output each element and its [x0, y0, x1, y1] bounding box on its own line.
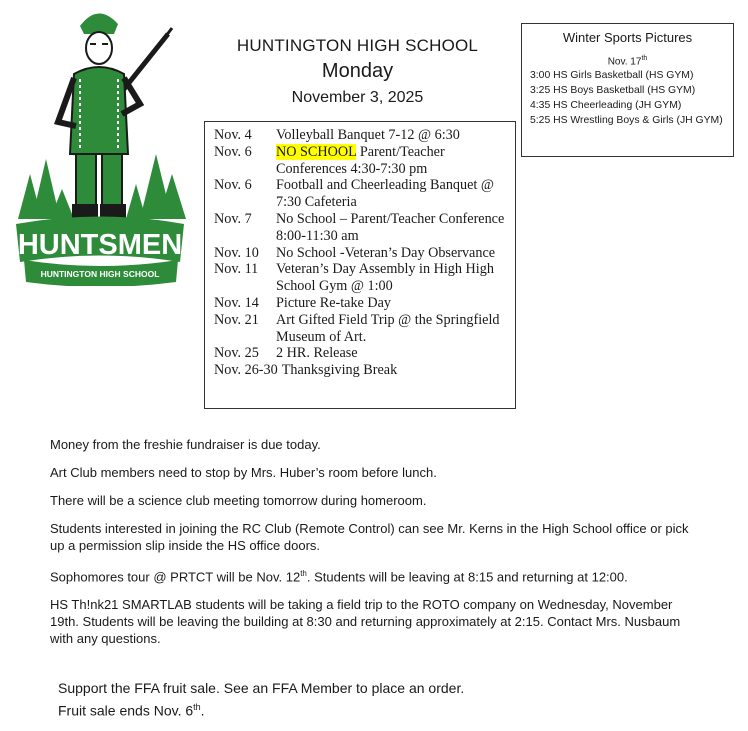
sports-item: 5:25 HS Wrestling Boys & Girls (JH GYM) [530, 115, 723, 127]
calendar-row [214, 245, 507, 262]
event-date: Nov. 14 [214, 294, 259, 311]
event-date: Nov. 11 [214, 261, 259, 278]
event-text: 2 HR. Release [276, 345, 358, 362]
event-date: Nov. 10 [214, 244, 259, 261]
ordinal-suffix: th [193, 702, 201, 712]
day-of-week: Monday [321, 60, 394, 82]
event-text: Veteran’s Day Assembly in High High School Gym @ 1:00 [276, 261, 494, 295]
sports-title: Winter Sports Pictures [562, 30, 693, 45]
event-text: Picture Re-take Day [276, 294, 392, 311]
logo-wordmark: HUNTSMEN [17, 229, 183, 261]
sports-date [530, 55, 725, 67]
event-date: Nov. 4 [214, 127, 252, 143]
logo-subtitle: HUNTINGTON HIGH SCHOOL [40, 269, 160, 279]
no-school-highlight: NO SCHOOL [276, 143, 357, 160]
ordinal-suffix: th [300, 569, 307, 578]
ffa-line [58, 698, 464, 721]
event-date: Nov. 21 [214, 311, 259, 328]
sports-date-suffix: th [641, 55, 648, 62]
event-text: Football and Cheerleading Banquet @ 7:30 Cafeteria [276, 177, 494, 211]
announcement-text: Sophomores tour @ PRTCT will be Nov. 12 [50, 569, 301, 585]
announcements [50, 436, 690, 658]
announcement-text: . Students will be leaving at 8:15 and returning at 12:00. [306, 569, 628, 585]
announcement: Money from the freshie fundraiser is due today. [50, 437, 321, 452]
calendar-row [214, 362, 507, 379]
event-date: Nov. 6 [214, 143, 252, 160]
announcement: HS Th!nk21 SMARTLAB students will be taking a field trip to the ROTO company on Wednesday, November 19th. Students will be leaving the building at 8:30 and returning approximately at 2:15. Contact Mrs. Nusbaum with any questions. [50, 597, 681, 647]
announcement: Students interested in joining the RC Club (Remote Control) can see Mr. Kerns in the High School office or pick up a permission slip inside the HS office doors. [50, 521, 689, 553]
ffa-text: . [200, 702, 205, 719]
event-text: Thanksgiving Break [281, 362, 398, 379]
calendar-row [214, 211, 507, 245]
calendar-row [214, 345, 507, 362]
ffa-notice [58, 679, 464, 721]
event-date: Nov. 6 [214, 177, 252, 194]
winter-sports-pictures [521, 23, 734, 157]
event-text [276, 144, 507, 178]
huntsmen-mascot-icon [10, 4, 190, 286]
event-date: Nov. 25 [214, 345, 259, 362]
event-text: No School -Veteran’s Day Observance [276, 244, 496, 261]
sports-item: 3:25 HS Boys Basketball (HS GYM) [530, 85, 696, 97]
calendar-row [214, 261, 507, 295]
events-calendar [204, 121, 516, 409]
event-date: Nov. 7 [214, 210, 252, 227]
event-text: Volleyball Banquet 7-12 @ 6:30 [276, 127, 460, 143]
announcement [50, 565, 690, 585]
ffa-text: Fruit sale ends Nov. 6 [58, 702, 194, 719]
calendar-row [214, 312, 507, 346]
page-header [205, 36, 510, 107]
current-date: November 3, 2025 [291, 89, 424, 106]
calendar-row [214, 127, 507, 144]
sports-date-main: Nov. 17 [607, 56, 642, 68]
announcement: There will be a science club meeting tomorrow during homeroom. [50, 493, 427, 508]
sports-item: 3:00 HS Girls Basketball (HS GYM) [530, 70, 694, 82]
huntsmen-logo [10, 4, 190, 286]
sports-item: 4:35 HS Cheerleading (JH GYM) [530, 100, 682, 112]
event-text-rest: Parent/Teacher Conferences 4:30-7:30 pm [276, 143, 445, 177]
event-text: No School – Parent/Teacher Conference 8:00-11:30 am [276, 210, 505, 244]
event-text: Art Gifted Field Trip @ the Springfield Museum of Art. [276, 311, 500, 345]
calendar-row [214, 177, 507, 211]
ffa-line: Support the FFA fruit sale. See an FFA Member to place an order. [58, 680, 465, 696]
event-date: Nov. 26-30 [214, 362, 278, 379]
calendar-row [214, 295, 507, 312]
school-name: HUNTINGTON HIGH SCHOOL [236, 36, 479, 55]
calendar-row [214, 144, 507, 178]
announcement: Art Club members need to stop by Mrs. Huber’s room before lunch. [50, 465, 437, 480]
